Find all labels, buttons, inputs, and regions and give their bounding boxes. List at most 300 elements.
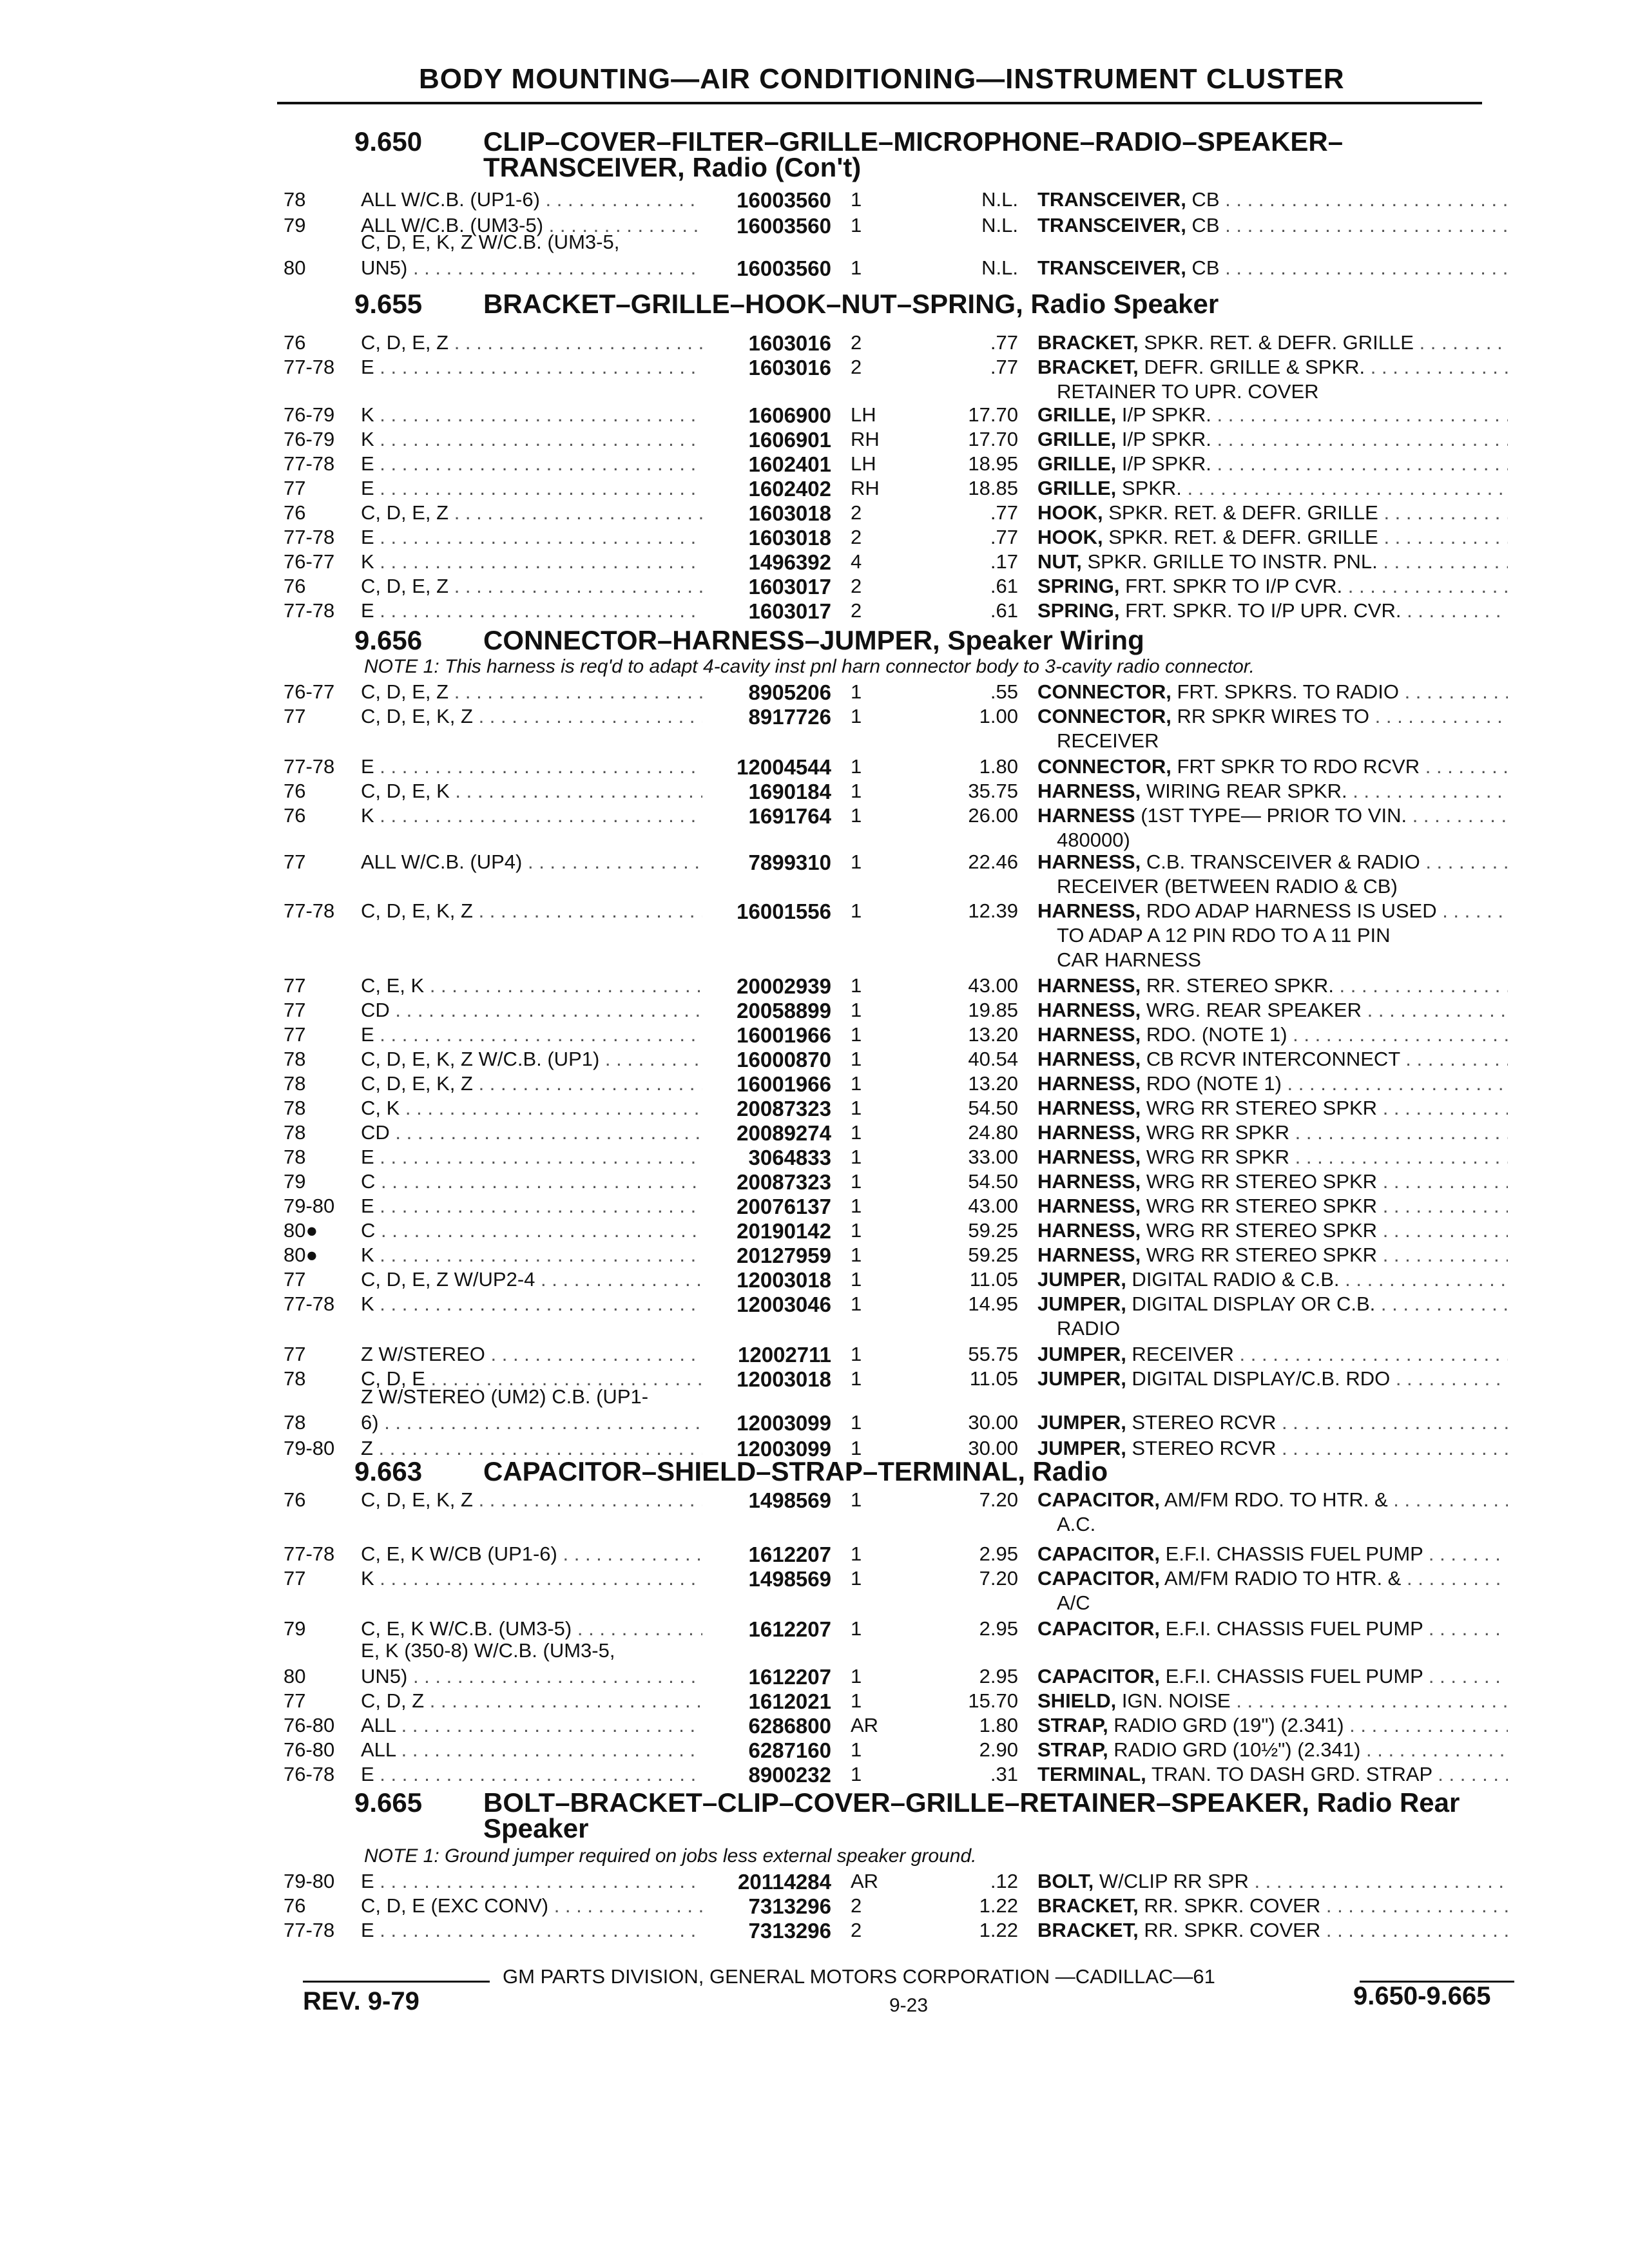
part-number: 20058899 bbox=[737, 999, 831, 1023]
quantity: 1 bbox=[851, 780, 862, 802]
model-code: C, D, Z . . . bbox=[361, 1689, 702, 1713]
model-code: Z . . . bbox=[361, 1437, 702, 1460]
part-name: JUMPER, bbox=[1037, 1293, 1126, 1315]
model-code: E . . . bbox=[361, 599, 702, 622]
model-code: CD . . . bbox=[361, 999, 702, 1022]
part-description bbox=[1037, 755, 1508, 778]
model-year: 80 bbox=[284, 1665, 306, 1687]
part-description bbox=[1037, 1219, 1508, 1242]
price: 59.25 bbox=[968, 1219, 1018, 1242]
quantity: 1 bbox=[851, 256, 862, 279]
part-detail: RADIO GRD (10½") (2.341) bbox=[1108, 1738, 1361, 1761]
price: 1.00 bbox=[979, 705, 1018, 727]
quantity: AR bbox=[851, 1870, 879, 1892]
model-year: 80 bbox=[284, 256, 306, 279]
quantity: 1 bbox=[851, 1023, 862, 1046]
part-number: 12003018 bbox=[737, 1268, 831, 1292]
model-code: K . . . bbox=[361, 1244, 702, 1267]
model-code: ALL W/C.B. (UM3-5) . . . bbox=[361, 214, 702, 237]
model-code: E . . . bbox=[361, 1763, 702, 1786]
part-number: 1603016 bbox=[748, 331, 831, 355]
price: 33.00 bbox=[968, 1146, 1018, 1168]
price: 2.95 bbox=[979, 1617, 1018, 1640]
part-name: BRACKET, bbox=[1037, 1919, 1139, 1941]
price: 1.22 bbox=[979, 1919, 1018, 1941]
page-header-title: BODY MOUNTING—AIR CONDITIONING—INSTRUMENT CLUSTER bbox=[419, 63, 1345, 95]
model-code: C . . . bbox=[361, 1170, 702, 1193]
part-description bbox=[1037, 1121, 1508, 1144]
part-number: 1603016 bbox=[748, 356, 831, 380]
part-description bbox=[1037, 331, 1508, 354]
quantity: RH bbox=[851, 428, 880, 450]
part-number: 16001966 bbox=[737, 1072, 831, 1096]
part-name: GRILLE, bbox=[1037, 452, 1117, 475]
part-detail: AM/FM RDO. TO HTR. & bbox=[1160, 1488, 1388, 1511]
quantity: RH bbox=[851, 477, 880, 499]
model-code: UN5) . . . bbox=[361, 1665, 702, 1688]
model-code: K . . . bbox=[361, 428, 702, 451]
quantity: 2 bbox=[851, 1919, 862, 1941]
part-name: CONNECTOR, bbox=[1037, 680, 1171, 703]
model-year: 78 bbox=[284, 1097, 306, 1119]
section-number: 9.650 bbox=[354, 126, 423, 157]
model-code: E . . . bbox=[361, 1146, 702, 1169]
model-year: 76 bbox=[284, 1894, 306, 1917]
section-number: 9.655 bbox=[354, 289, 423, 319]
part-detail: DIGITAL RADIO & C.B. bbox=[1126, 1268, 1340, 1291]
part-detail: SPKR. bbox=[1116, 477, 1182, 499]
model-code: C, D, E, Z . . . bbox=[361, 331, 702, 354]
part-description bbox=[1037, 1023, 1508, 1046]
model-code: E . . . bbox=[361, 755, 702, 778]
quantity: 1 bbox=[851, 804, 862, 827]
model-year: 77 bbox=[284, 974, 306, 997]
model-year: 76-79 bbox=[284, 403, 335, 426]
quantity: 2 bbox=[851, 526, 862, 548]
price: N.L. bbox=[981, 188, 1018, 211]
section-title-continued: TRANSCEIVER, Radio (Con't) bbox=[483, 152, 862, 182]
part-name: GRILLE, bbox=[1037, 477, 1117, 499]
model-year: 80● bbox=[284, 1244, 318, 1266]
part-detail: FRT. SPKRS. TO RADIO bbox=[1171, 680, 1399, 703]
part-name: HARNESS, bbox=[1037, 1023, 1141, 1046]
part-detail: RR. STEREO SPKR. bbox=[1141, 974, 1334, 997]
part-description bbox=[1037, 1343, 1508, 1366]
quantity: 2 bbox=[851, 356, 862, 378]
model-code-line1: C, D, E, K, Z W/C.B. (UM3-5, bbox=[361, 231, 620, 253]
model-year: 77-78 bbox=[284, 1293, 335, 1315]
quantity: 1 bbox=[851, 1097, 862, 1119]
part-number: 1603018 bbox=[748, 526, 831, 550]
section-heading bbox=[354, 1456, 1108, 1487]
model-year: 79 bbox=[284, 214, 306, 236]
part-description bbox=[1037, 477, 1508, 500]
quantity: 1 bbox=[851, 1293, 862, 1315]
footer-section-range: 9.650-9.665 bbox=[1353, 1982, 1491, 2010]
part-name: HARNESS, bbox=[1037, 1048, 1141, 1070]
model-year: 77 bbox=[284, 850, 306, 873]
model-year: 77-78 bbox=[284, 755, 335, 778]
quantity: 1 bbox=[851, 1617, 862, 1640]
model-year: 78 bbox=[284, 1121, 306, 1144]
quantity: 1 bbox=[851, 1488, 862, 1511]
part-detail: E.F.I. CHASSIS FUEL PUMP bbox=[1160, 1542, 1423, 1565]
part-description bbox=[1037, 1411, 1508, 1434]
part-name: TRANSCEIVER, bbox=[1037, 188, 1186, 211]
part-name: STRAP, bbox=[1037, 1738, 1108, 1761]
price: 17.70 bbox=[968, 403, 1018, 426]
model-code: C, D, E, K . . . bbox=[361, 780, 702, 803]
part-name: HARNESS, bbox=[1037, 1146, 1141, 1168]
part-name: SHIELD, bbox=[1037, 1689, 1117, 1712]
part-number: 16001556 bbox=[737, 899, 831, 923]
description-continuation: RETAINER TO UPR. COVER bbox=[1057, 380, 1319, 403]
part-detail: C.B. TRANSCEIVER & RADIO bbox=[1141, 850, 1420, 873]
description-continuation: RECEIVER (BETWEEN RADIO & CB) bbox=[1057, 875, 1398, 898]
part-description bbox=[1037, 1567, 1508, 1590]
footer-page-number: 9-23 bbox=[889, 1995, 929, 2016]
part-number: 1612207 bbox=[748, 1665, 831, 1689]
part-number: 12004544 bbox=[737, 755, 831, 779]
quantity: 1 bbox=[851, 1689, 862, 1712]
part-description bbox=[1037, 452, 1508, 476]
part-detail: STEREO RCVR bbox=[1126, 1437, 1277, 1459]
part-number: 20127959 bbox=[737, 1244, 831, 1267]
part-number: 1606900 bbox=[748, 403, 831, 427]
section-title: CONNECTOR–HARNESS–JUMPER, Speaker Wiring bbox=[483, 625, 1144, 655]
model-year: 77 bbox=[284, 1268, 306, 1291]
part-detail: RECEIVER bbox=[1126, 1343, 1234, 1365]
part-number: 1603017 bbox=[748, 599, 831, 623]
model-year: 80● bbox=[284, 1219, 318, 1242]
part-description bbox=[1037, 804, 1508, 827]
part-description bbox=[1037, 705, 1508, 728]
model-code: C, D, E . . . bbox=[361, 1367, 702, 1390]
price: 15.70 bbox=[968, 1689, 1018, 1712]
part-number: 20114284 bbox=[737, 1870, 831, 1894]
model-code-line1: Z W/STEREO (UM2) C.B. (UP1- bbox=[361, 1385, 649, 1408]
part-number: 12003099 bbox=[737, 1411, 831, 1435]
quantity: 1 bbox=[851, 1343, 862, 1365]
part-name: HARNESS, bbox=[1037, 850, 1141, 873]
part-name: BRACKET, bbox=[1037, 1894, 1139, 1917]
price: 2.95 bbox=[979, 1665, 1018, 1687]
model-year: 76-79 bbox=[284, 428, 335, 450]
model-code: K . . . bbox=[361, 550, 702, 573]
price: 22.46 bbox=[968, 850, 1018, 873]
part-number: 7899310 bbox=[748, 850, 831, 874]
part-name: STRAP, bbox=[1037, 1714, 1108, 1736]
price: N.L. bbox=[981, 256, 1018, 279]
price: .31 bbox=[990, 1763, 1018, 1785]
quantity: 1 bbox=[851, 1048, 862, 1070]
part-detail: FRT. SPKR. TO I/P UPR. CVR. bbox=[1119, 599, 1402, 622]
model-code: K . . . bbox=[361, 1567, 702, 1590]
price: 59.25 bbox=[968, 1244, 1018, 1266]
part-number: 20089274 bbox=[737, 1121, 831, 1145]
part-detail: CB bbox=[1186, 188, 1220, 211]
model-code: C, D, E, Z W/UP2-4 . . . bbox=[361, 1268, 702, 1291]
quantity: 1 bbox=[851, 680, 862, 703]
model-year: 79-80 bbox=[284, 1870, 335, 1892]
part-number: 1690184 bbox=[748, 780, 831, 803]
part-name: CAPACITOR, bbox=[1037, 1488, 1161, 1511]
quantity: 1 bbox=[851, 1195, 862, 1217]
part-number: 1612207 bbox=[748, 1617, 831, 1641]
model-code: E . . . bbox=[361, 1023, 702, 1046]
quantity: 1 bbox=[851, 850, 862, 873]
part-description bbox=[1037, 1437, 1508, 1460]
model-code: C, D, E, Z . . . bbox=[361, 501, 702, 524]
part-detail: CB bbox=[1186, 214, 1220, 236]
part-description bbox=[1037, 1617, 1508, 1640]
part-detail: (1ST TYPE— PRIOR TO VIN. bbox=[1135, 804, 1407, 827]
part-description bbox=[1037, 1195, 1508, 1218]
price: 54.50 bbox=[968, 1170, 1018, 1193]
part-description bbox=[1037, 680, 1508, 704]
description-continuation: TO ADAP A 12 PIN RDO TO A 11 PIN bbox=[1057, 924, 1391, 947]
price: 17.70 bbox=[968, 428, 1018, 450]
description-continuation: RADIO bbox=[1057, 1317, 1121, 1340]
model-year: 78 bbox=[284, 1367, 306, 1390]
part-detail: W/CLIP RR SPR bbox=[1094, 1870, 1249, 1892]
price: .12 bbox=[990, 1870, 1018, 1892]
model-year: 78 bbox=[284, 1048, 306, 1070]
part-description bbox=[1037, 214, 1508, 237]
model-year: 77-78 bbox=[284, 526, 335, 548]
part-description bbox=[1037, 501, 1508, 524]
part-name: HARNESS, bbox=[1037, 899, 1141, 922]
section-number: 9.656 bbox=[354, 625, 423, 655]
price: 1.80 bbox=[979, 755, 1018, 778]
part-name: TRANSCEIVER, bbox=[1037, 214, 1186, 236]
model-year: 77-78 bbox=[284, 1542, 335, 1565]
part-description bbox=[1037, 1738, 1508, 1762]
model-code: ALL . . . bbox=[361, 1714, 702, 1737]
part-description bbox=[1037, 575, 1508, 598]
part-detail: SPKR. GRILLE TO INSTR. PNL. bbox=[1081, 550, 1378, 573]
model-year: 77 bbox=[284, 1567, 306, 1590]
part-detail: RDO (NOTE 1) bbox=[1141, 1072, 1282, 1095]
quantity: 1 bbox=[851, 974, 862, 997]
section-note: NOTE 1: Ground jumper required on jobs less external speaker ground. bbox=[364, 1845, 977, 1867]
model-year: 76 bbox=[284, 804, 306, 827]
part-description bbox=[1037, 899, 1508, 923]
part-number: 20087323 bbox=[737, 1097, 831, 1120]
model-year: 77-78 bbox=[284, 599, 335, 622]
price: 2.95 bbox=[979, 1542, 1018, 1565]
quantity: 1 bbox=[851, 755, 862, 778]
price: 7.20 bbox=[979, 1488, 1018, 1511]
part-number: 1498569 bbox=[748, 1488, 831, 1512]
part-description bbox=[1037, 1268, 1508, 1291]
model-code: C, D, E (EXC CONV) . . . bbox=[361, 1894, 702, 1917]
price: .61 bbox=[990, 575, 1018, 597]
quantity: 1 bbox=[851, 1411, 862, 1434]
model-year: 76-80 bbox=[284, 1738, 335, 1761]
model-year: 76 bbox=[284, 780, 306, 802]
model-year: 76 bbox=[284, 331, 306, 354]
model-code: C, D, E, Z . . . bbox=[361, 575, 702, 598]
part-name: CAPACITOR, bbox=[1037, 1542, 1161, 1565]
part-detail: SPKR. RET. & DEFR. GRILLE bbox=[1103, 526, 1378, 548]
quantity: 1 bbox=[851, 1170, 862, 1193]
model-year: 79 bbox=[284, 1617, 306, 1640]
part-name: NUT, bbox=[1037, 550, 1082, 573]
part-detail: WRG RR SPKR bbox=[1141, 1146, 1289, 1168]
part-detail: WRG RR STEREO SPKR bbox=[1141, 1097, 1378, 1119]
part-name: HARNESS, bbox=[1037, 1121, 1141, 1144]
price: .77 bbox=[990, 501, 1018, 524]
model-code: C, K . . . bbox=[361, 1097, 702, 1120]
model-year: 76 bbox=[284, 1488, 306, 1511]
part-description bbox=[1037, 356, 1508, 379]
model-code: K . . . bbox=[361, 1293, 702, 1316]
part-description bbox=[1037, 1170, 1508, 1193]
part-description bbox=[1037, 403, 1508, 427]
part-name: HARNESS, bbox=[1037, 974, 1141, 997]
model-year: 76-80 bbox=[284, 1714, 335, 1736]
price: 35.75 bbox=[968, 780, 1018, 802]
model-code: E . . . bbox=[361, 356, 702, 379]
description-continuation: A.C. bbox=[1057, 1513, 1096, 1535]
part-name: JUMPER, bbox=[1037, 1411, 1126, 1434]
part-number: 1606901 bbox=[748, 428, 831, 452]
part-number: 1602401 bbox=[748, 452, 831, 476]
price: 40.54 bbox=[968, 1048, 1018, 1070]
model-code: E . . . bbox=[361, 526, 702, 549]
model-code: E . . . bbox=[361, 452, 702, 476]
part-description bbox=[1037, 1894, 1508, 1917]
model-code-line1: E, K (350-8) W/C.B. (UM3-5, bbox=[361, 1639, 615, 1662]
part-name: HARNESS, bbox=[1037, 1219, 1141, 1242]
part-name: HARNESS, bbox=[1037, 1097, 1141, 1119]
model-year: 77 bbox=[284, 705, 306, 727]
part-detail: FRT. SPKR TO I/P CVR. bbox=[1119, 575, 1343, 597]
part-name: SPRING, bbox=[1037, 575, 1120, 597]
part-detail: SPKR. RET. & DEFR. GRILLE bbox=[1138, 331, 1414, 354]
section-note: NOTE 1: This harness is req'd to adapt 4-cavity inst pnl harn connector body to 3-cavity radio connector. bbox=[364, 656, 1255, 677]
quantity: 2 bbox=[851, 575, 862, 597]
part-name: JUMPER, bbox=[1037, 1367, 1126, 1390]
price: .77 bbox=[990, 331, 1018, 354]
model-year: 79-80 bbox=[284, 1437, 335, 1459]
part-number: 16003560 bbox=[737, 188, 831, 212]
model-code: C, E, K W/CB (UP1-6) . . . bbox=[361, 1542, 702, 1566]
part-name: GRILLE, bbox=[1037, 403, 1117, 426]
part-number: 6287160 bbox=[748, 1738, 831, 1762]
model-code: E . . . bbox=[361, 1919, 702, 1942]
part-number: 12002711 bbox=[737, 1343, 831, 1367]
quantity: 4 bbox=[851, 550, 862, 573]
part-name: CONNECTOR, bbox=[1037, 705, 1171, 727]
part-detail: WRG RR SPKR bbox=[1141, 1121, 1289, 1144]
description-continuation: CAR HARNESS bbox=[1057, 948, 1201, 971]
model-year: 77 bbox=[284, 1343, 306, 1365]
model-year: 76-78 bbox=[284, 1763, 335, 1785]
quantity: 1 bbox=[851, 1763, 862, 1785]
part-description bbox=[1037, 1665, 1508, 1688]
footer-rule-left bbox=[303, 1981, 490, 1983]
quantity: LH bbox=[851, 403, 876, 426]
part-detail: E.F.I. CHASSIS FUEL PUMP bbox=[1160, 1617, 1423, 1640]
part-description bbox=[1037, 780, 1508, 803]
price: .77 bbox=[990, 526, 1018, 548]
model-year: 76 bbox=[284, 501, 306, 524]
quantity: 2 bbox=[851, 1894, 862, 1917]
part-number: 8900232 bbox=[748, 1763, 831, 1787]
model-code: C, D, E, K, Z . . . bbox=[361, 899, 702, 923]
part-detail: WRG. REAR SPEAKER bbox=[1141, 999, 1362, 1021]
part-number: 1691764 bbox=[748, 804, 831, 828]
quantity: 1 bbox=[851, 1219, 862, 1242]
part-detail: RADIO GRD (19") (2.341) bbox=[1108, 1714, 1344, 1736]
model-code: C, D, E, K, Z W/C.B. (UP1) . . . bbox=[361, 1048, 702, 1071]
model-code: C, E, K W/C.B. (UM3-5) . . . bbox=[361, 1617, 702, 1640]
model-year: 77 bbox=[284, 1023, 306, 1046]
model-year: 77 bbox=[284, 999, 306, 1021]
part-name: HOOK, bbox=[1037, 526, 1103, 548]
section-heading bbox=[354, 625, 1144, 656]
price: 1.80 bbox=[979, 1714, 1018, 1736]
part-name: HARNESS bbox=[1037, 804, 1135, 827]
part-number: 20076137 bbox=[737, 1195, 831, 1218]
model-code: E . . . bbox=[361, 1195, 702, 1218]
section-title-continued: Speaker bbox=[483, 1813, 589, 1843]
section-number: 9.663 bbox=[354, 1456, 423, 1486]
part-description bbox=[1037, 1146, 1508, 1169]
part-description bbox=[1037, 1367, 1508, 1390]
part-description bbox=[1037, 850, 1508, 874]
part-number: 1603018 bbox=[748, 501, 831, 525]
part-detail: I/P SPKR. bbox=[1116, 403, 1211, 426]
model-code: C, D, E, K, Z . . . bbox=[361, 1488, 702, 1512]
part-detail: WRG RR STEREO SPKR bbox=[1141, 1195, 1378, 1217]
part-description bbox=[1037, 1542, 1508, 1566]
model-year: 77-78 bbox=[284, 356, 335, 378]
part-number: 1496392 bbox=[748, 550, 831, 574]
price: 11.05 bbox=[969, 1268, 1018, 1291]
part-description bbox=[1037, 1244, 1508, 1267]
part-detail: WIRING REAR SPKR. bbox=[1141, 780, 1347, 802]
quantity: 2 bbox=[851, 599, 862, 622]
description-continuation: 480000) bbox=[1057, 829, 1130, 851]
price: 18.85 bbox=[968, 477, 1018, 499]
part-detail: IGN. NOISE bbox=[1116, 1689, 1231, 1712]
part-detail: RR SPKR WIRES TO bbox=[1171, 705, 1370, 727]
quantity: 1 bbox=[851, 1738, 862, 1761]
model-code: K . . . bbox=[361, 403, 702, 427]
price: 13.20 bbox=[968, 1072, 1018, 1095]
model-year: 78 bbox=[284, 1411, 306, 1434]
quantity: 1 bbox=[851, 1367, 862, 1390]
part-name: JUMPER, bbox=[1037, 1268, 1126, 1291]
price: 2.90 bbox=[979, 1738, 1018, 1761]
model-code: C, D, E, Z . . . bbox=[361, 680, 702, 704]
part-name: JUMPER, bbox=[1037, 1437, 1126, 1459]
part-number: 16001966 bbox=[737, 1023, 831, 1047]
model-code: UN5) . . . bbox=[361, 256, 702, 280]
price: 1.22 bbox=[979, 1894, 1018, 1917]
part-description bbox=[1037, 526, 1508, 549]
price: 26.00 bbox=[968, 804, 1018, 827]
part-description bbox=[1037, 1870, 1508, 1893]
part-description bbox=[1037, 1097, 1508, 1120]
part-detail: I/P SPKR. bbox=[1116, 428, 1211, 450]
part-description bbox=[1037, 550, 1508, 573]
part-detail: WRG RR STEREO SPKR bbox=[1141, 1244, 1378, 1266]
part-description bbox=[1037, 188, 1508, 211]
